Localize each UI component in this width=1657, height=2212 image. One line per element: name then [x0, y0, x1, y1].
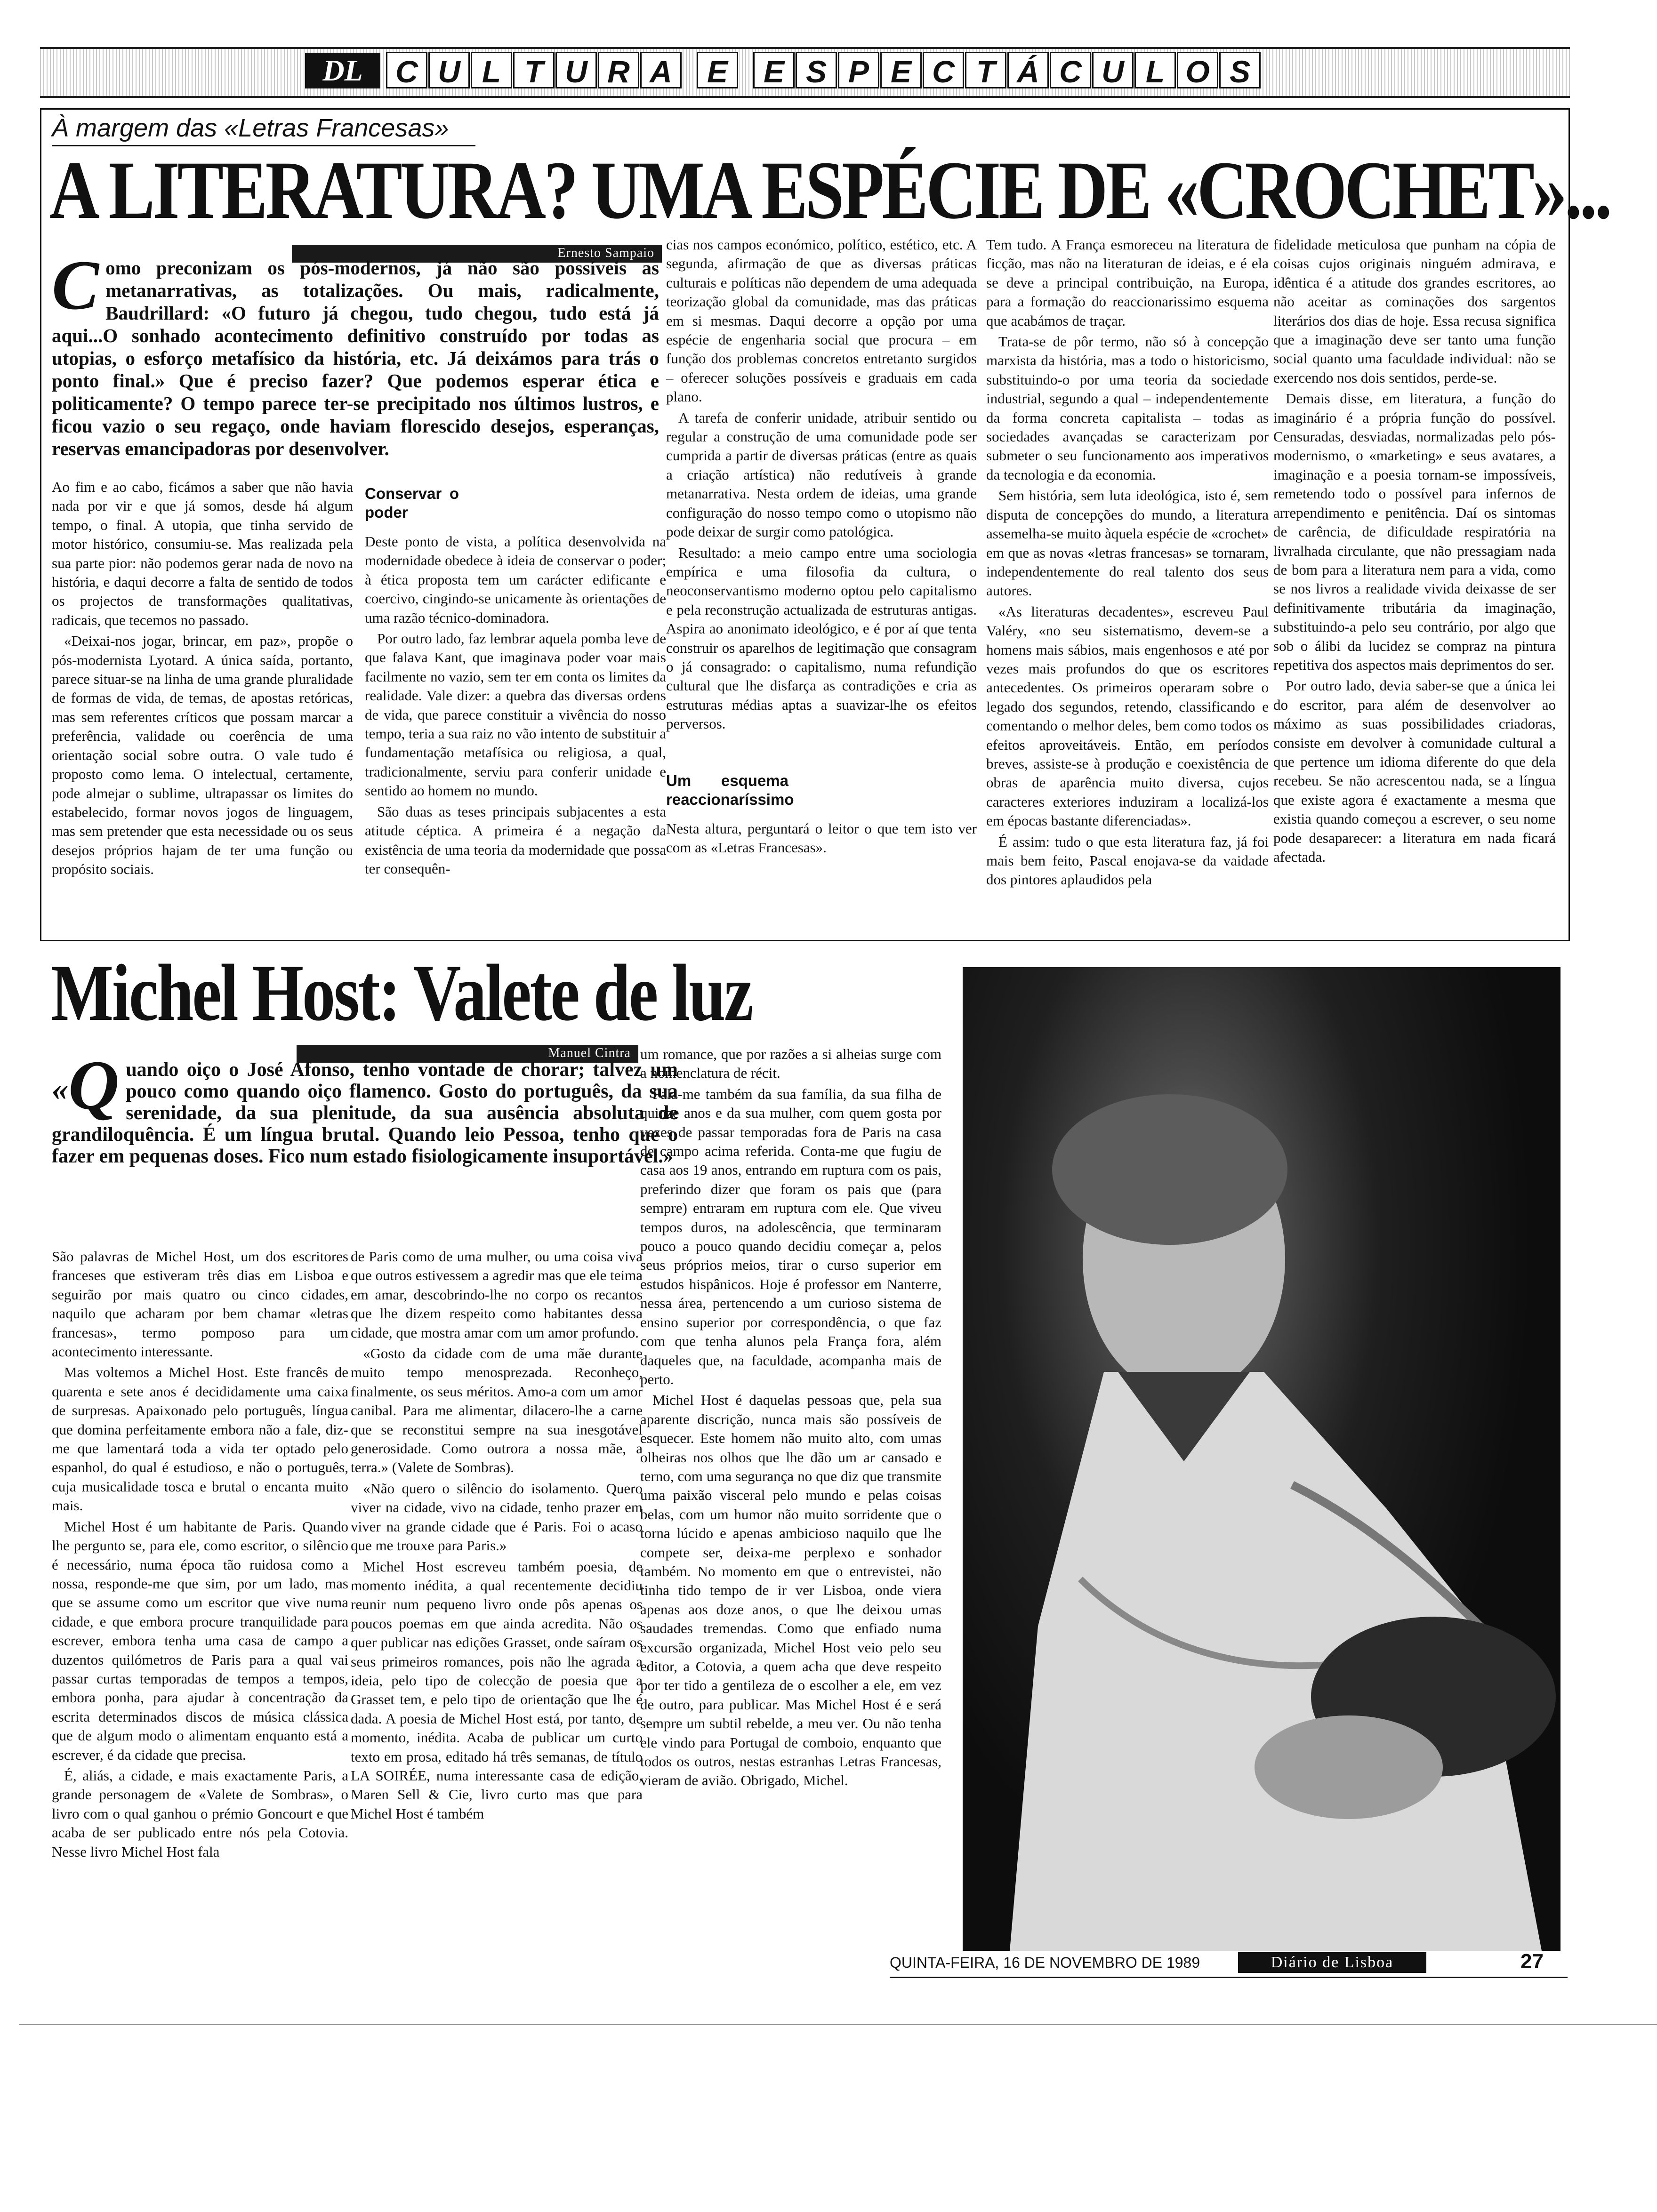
- paragraph: «Gosto da cidade com de uma mãe durante muito tempo menosprezada. Reconheço, finalmente, os seus méritos. Amo-a com um amor canibal. Para me alimentar, dilacero-lhe a carne que se reconstitui sempre na sua inesgotável generosidade. Como outrora a nossa mãe, a terra.» (Valete de Sombras).: [351, 1345, 643, 1476]
- byline-ernesto-sampaio: Ernesto Sampaio: [292, 245, 662, 263]
- subhead-conservar-o-poder: Conservar o poder: [365, 485, 459, 521]
- masthead-logo: DL: [305, 53, 380, 88]
- byline-manuel-cintra: Manuel Cintra: [297, 1045, 638, 1063]
- article-1-kicker: À margem das «Letras Francesas»: [52, 114, 449, 142]
- paragraph: fidelidade meticulosa que punham na cópia de coisas cujos originais ninguém admirava, e idêntica é a atitude dos grandes escritores, ao não aceitar as cominações dos sargentos literários dos dias de hoje. Essa recusa significa que a imaginação deve ser tanto uma função social quanto uma faculdade individual: não se exercendo nos dois sentidos, perde-se.: [1273, 236, 1556, 386]
- section-gap: [683, 52, 697, 88]
- paragraph: um romance, que por razões a si alheias surge com a nomenclatura de récit.: [640, 1046, 941, 1082]
- footer-rule-thin: [19, 2024, 1657, 2025]
- page-number: 27: [1520, 1950, 1544, 1973]
- paragraph: São duas as teses principais subjacentes a esta atitude céptica. A primeira é a negação da existência de uma teoria da modernidade que possa ter consequên-: [365, 803, 666, 877]
- portrait-silhouette: [963, 967, 1560, 1951]
- section-letter: U: [1092, 52, 1134, 88]
- lead-text: omo preconizam os pós-modernos, já não são possíveis as metanarrativas, as totalizações. Ou mais, radicalmente, Baudrillard: «O futuro já chegou, tudo chegou, tudo está já aqui...O sonhado acontecimento definitivo construído por todas as utopias, o esforço metafísico da história, etc. Já deixámos para trás o ponto final.» Que é preciso fazer? Que podemos esperar ética e politicamente? O tempo parece ter-se precipitado nos últimos lustros, e ficou vazio o seu regaço, onde haviam florescido desejos, esperanças, reservas emancipadoras por desenvolver.: [52, 257, 659, 459]
- section-letter: O: [1177, 52, 1218, 88]
- section-title: [386, 52, 1262, 89]
- article-1-column-3: [666, 235, 977, 859]
- paragraph: É assim: tudo o que esta literatura faz, já foi mais bem feito, Pascal enojava-se da vaidade dos pintores aplaudidos pela: [986, 833, 1269, 888]
- article-1-column-5: [1273, 235, 1556, 868]
- dropcap-c: C: [52, 246, 99, 324]
- section-letter: R: [598, 52, 639, 88]
- section-letter: C: [923, 52, 964, 88]
- section-letter: S: [796, 52, 837, 88]
- paragraph: Trata-se de pôr termo, não só à concepção marxista da história, mas a todo o historicismo, substituindo-o por uma teoria da sociedade industrial, segundo a qual – independentemente da forma concreta capitalista – todas as sociedades avançadas se caracterizam por submeter o seu funcionamento aos imperativos da tecnologia e da economia.: [986, 333, 1269, 483]
- michel-host-photo: [963, 967, 1560, 1951]
- section-letter: C: [1050, 52, 1091, 88]
- section-letter: S: [1219, 52, 1261, 88]
- paragraph: Michel Host escreveu também poesia, de momento inédita, a qual recentemente decidiu reunir num pequeno livro onde pôs apenas os poucos poemas em que ainda acredita. Não os quer publicar nas edições Grasset, onde saíram os seus primeiros romances, pois não lhe agrada a ideia, pelo tipo de colecção de poesia que a Grasset tem, e pelo tipo de orientação que lhe é dada. A poesia de Michel Host está, por tanto, de momento, inédita. Acaba de publicar um curto texto em prosa, editado há três semanas, de título LA SOIRÉE, numa interessante casa de edição, Maren Sell & Cie, livro curto mas que para Michel Host é também: [351, 1558, 643, 1822]
- paragraph: Sem história, sem luta ideológica, isto é, sem disputa de concepções do mundo, a literatura assemelha-se muito àquela espécie de «crochet» em que as novas «letras francesas» se tornaram, independentemente do real talento dos seus autores.: [986, 487, 1269, 599]
- section-letter: L: [1134, 52, 1176, 88]
- dropcap-q: Q: [68, 1046, 120, 1124]
- paragraph: «Não quero o silêncio do isolamento. Quero viver na cidade, vivo na cidade, tenho prazer em viver na grande cidade que é Paris. Foi o acaso que me trouxe para Paris.»: [351, 1480, 643, 1554]
- paragraph: A tarefa de conferir unidade, atribuir sentido ou regular a construção de uma comunidade pode ser cumprida a partir de diversas práticas (entre as quais a criação artística) não redutíveis à grande metanarrativa. Nesta ordem de ideias, uma grande configuração do nosso tempo como o utopismo não pode deixar de surgir como patológica.: [666, 409, 977, 540]
- paragraph: Por outro lado, devia saber-se que a única lei do escritor, para além de desenvolver ao máximo as suas possibilidades criadoras, consiste em devolver à comunidade cultural a que pertence um idioma diferente do que dela recebeu. Se não acrescentou nada, se a língua que existe agora é exactamente a mesma que existia quando começou a escrever, o seu nome pode desaparecer: a literatura em nada ficará afectada.: [1273, 677, 1556, 865]
- section-letter: U: [555, 52, 597, 88]
- article-2-column-1: [52, 1247, 348, 1863]
- section-letter: T: [513, 52, 555, 88]
- paragraph: Deste ponto de vista, a política desenvolvida na modernidade obedece à ideia de conservar o poder; à ética proposta tem um carácter edificante e coercivo, cingindo-se unicamente às orientações de uma razão técnico-dominadora.: [365, 533, 666, 626]
- section-letter: E: [697, 52, 738, 88]
- paragraph: Fala-me também da sua família, da sua filha de quinze anos e da sua mulher, com quem gosta por vezes de passar temporadas fora de Paris na casa de campo acima referida. Conta-me que fugiu de casa aos 19 anos, entrando em ruptura com os pais, preferindo dizer que foram os pais que (para sempre) entraram em ruptura com ele. Que viveu tempos duros, na adolescência, que terminaram pouco a pouco quando decidiu começar a, pelos seus próprios meios, tirar o curso superior em estudos hispânicos. Hoje é professor em Nanterre, nessa área, pertencendo a um curioso sistema de ensino superior por correspondência, o que faz com que tenha alunos pela França fora, além daqueles que, na faculdade, acompanha mais de perto.: [640, 1085, 941, 1387]
- footer-rule: [890, 1977, 1568, 1978]
- article-1-column-2: [365, 478, 666, 880]
- lead-text-2: uando oiço o José Afonso, tenho vontade de chorar; talvez um pouco como quando oiço flamenco. Gosto do português, da sua serenidade, da sua plenitude, da sua ausência absoluta de grandiloquência. É um língua brutal. Quando leio Pessoa, tenho que o fazer em pequenas doses. Fico num estado fisiologicamente insuportável.»: [52, 1059, 678, 1167]
- paragraph: Michel Host é daquelas pessoas que, pela sua aparente discrição, nunca mais são possíveis de esquecer. Este homem não muito alto, com umas olheiras nos olhos que lhe dão um ar cansado e terno, com uma segurança no que diz que transmite uma paixão visceral pelo mundo e pelas coisas belas, com um humor não muito sorridente que o torna lúcido e apenas ambicioso naquilo que lhe compete ser, deixa-me perplexo e sonhador também. No momento em que o entrevistei, não tinha tido tempo de ir ver Lisboa, onde viera apenas aos doze anos, o que lhe deixou umas saudades tremendas. Como que enfiado numa excursão organizada, Michel Host veio pelo seu editor, a Cotovia, a quem acha que deve respeito por ter tido a gentileza de o escolher a ele, em vez de outro, para publicar. Mas Michel Host é e será sempre um subtil rebelde, a meu ver. Ou não tenha ele vindo para Portugal de comboio, enquanto que todos os outros, nestas estranhas Letras Francesas, vieram de avião. Obrigado, Michel.: [640, 1392, 941, 1789]
- paragraph: «Deixai-nos jogar, brincar, em paz», propõe o pós-modernista Lyotard. A única saída, portanto, parece situar-se na linha de uma grande pluralidade de formas de vida, de temas, de apostas retóricas, mas sem referentes críticos que possam marcar a preferência, validade ou coerência de uma orientação social sobre outra. O vale tudo é proposto como lema. O intelectual, certamente, pode almejar o sublime, ultrapassar os limites do estabelecido, formar novos jogos de linguagem, mas sem pretender que esta necessidade ou os seus desejos próprios hajam de ter uma função ou propósito sociais.: [52, 633, 353, 878]
- section-letter: U: [428, 52, 470, 88]
- section-letter: T: [965, 52, 1006, 88]
- paragraph: Mas voltemos a Michel Host. Este francês de quarenta e sete anos é decididamente uma caixa de surpresas. Apaixonado pelo português, língua que domina perfeitamente embora não a fale, diz-me que lamentará toda a vida ter optado pelo espanhol, do qual é estudioso, e não o português, cuja musicalidade tosca e brutal o encanta muito mais.: [52, 1364, 348, 1514]
- paragraph: Resultado: a meio campo entre uma sociologia empírica e uma filosofia da cultura, o neoconservantismo moderno optou pelo capitalismo e pela reconstrução actualizada de estruturas antigas. Aspira ao anonimato ideológico, e é por aí que tenta construir os aparelhos de legitimação que consagram o já consagrado: o capitalismo, numa refundição cultural que lhe disfarça as contradições e cria as estruturas médias aptas a suavizar-lhe os efeitos perversos.: [666, 544, 977, 732]
- section-letter: A: [640, 52, 682, 88]
- paragraph: Tem tudo. A França esmoreceu na literatura de ficção, mas não na literaturan de ideias, e é ela se deve a principal contribuição, na Europa, para a formação do reaccionarissimo esquema que acabámos de traçar.: [986, 236, 1269, 329]
- footer-masthead: Diário de Lisboa: [1238, 1952, 1426, 1973]
- article-2-column-3: [640, 1045, 941, 1792]
- paragraph: Demais disse, em literatura, a função do imaginário é a própria função do possível. Censuradas, desviadas, normalizadas pelo pós-modernismo, o «marketing» e seus avatares, a imaginação e a poesia tornam-se impossíveis, remetendo todo o possível para infernos de arrependimento e penitência. Daí os sintomas de carência, de dificuldade respiratória na livralhada circulante, que não pressagiam nada de bom para a literatura nem para a vida, como se nos livros a realidade vivida deixasse de ser definitivamente tributária da imaginação, substituindo-a pelo seu contrário, por algo que sob o álibi da lucidez se compraz na pintura repetitiva dos aspectos mais deprimentos do ser.: [1273, 390, 1556, 673]
- subhead-um-esquema-reaccionarissimo: Um esquema reaccionaríssimo: [666, 771, 794, 808]
- paragraph: Por outro lado, faz lembrar aquela pomba leve de que falava Kant, que imaginava poder voar mais facilmente no vazio, sem ter em conta os limites da realidade. Vale dizer: a quebra das diversas ordens de vida, que parece constituir a vivência do nosso tempo, teria a sua raiz no vão intento de substituir a fundamentação metafísica ou religiosa, a qual, tradicionalmente, serviu para conferir unidade e sentido ao homem no mundo.: [365, 630, 666, 799]
- section-letter: C: [386, 52, 427, 88]
- paragraph: Ao fim e ao cabo, ficámos a saber que não havia nada por vir e que já somos, desde há algum tempo, o final. A utopia, que tinha servido de motor histórico, consumiu-se. Mas realizada pela sua parte pior: não podemos gerar nada de novo na história, e daqui decorre a falta de sentido de todos os projectos de transformações qualitativas, radicais, que tecemos no passado.: [52, 479, 353, 628]
- footer-date: QUINTA-FEIRA, 16 DE NOVEMBRO DE 1989: [890, 1954, 1200, 1971]
- paragraph: São palavras de Michel Host, um dos escritores franceses que estiveram três dias em Lisboa e seguirão por mais quatro ou cinco cidades, naquilo que acharam por bem chamar «letras francesas», termo pomposo para um acontecimento interessante.: [52, 1248, 348, 1360]
- article-2-headline: Michel Host: Valete de luz: [51, 948, 752, 1038]
- section-letter: E: [880, 52, 922, 88]
- paragraph: Nesta altura, perguntará o leitor o que tem isto ver com as «Letras Francesas».: [666, 820, 977, 856]
- paragraph: É, aliás, a cidade, e mais exactamente Paris, a grande personagem de «Valete de Sombras», o livro com o qual ganhou o prémio Goncourt e que acaba de ser publicado entre nós pela Cotovia. Nesse livro Michel Host fala: [52, 1767, 348, 1860]
- article-1-headline: A LITERATURA? UMA ESPÉCIE DE «CROCHET»...: [49, 144, 1610, 236]
- section-letter: E: [753, 52, 795, 88]
- section-gap: [739, 52, 753, 88]
- paragraph: de Paris como de uma mulher, ou uma coisa viva que outros estivessem a agredir mas que ele teima em amar, descobrindo-lhe no corpo os recantos que lhe dizem respeito como habitantes dessa cidade, que mostra amar com um amor profundo.: [351, 1248, 643, 1341]
- paragraph: «As literaturas decadentes», escreveu Paul Valéry, «no seu sistematismo, devem-se a homens mais sábios, mais engenhosos e até por vezes mais profundos do que os escritores antecedentes. Os primeiros operaram sobre o legado dos segundos, retendo, classificando e comentando o melhor deles, bem como todos os efeitos aproveitáveis. Então, em períodos breves, assiste-se à produção e coexistência de obras de aparência muito diversa, cujos caracteres exteriores induziram a localizá-los em épocas bastante diferenciadas».: [986, 603, 1269, 829]
- paragraph: cias nos campos económico, político, estético, etc. A segunda, afirmação de que as diversas práticas culturais e políticas não dependem de uma adequada teorização global da comunidade, mas das práticas em si mesmas. Daqui decorre a opção por uma espécie de engenharia social que procura – em função dos problemas concretos entretanto surgidos – oferecer soluções possíveis e graduais em cada plano.: [666, 236, 977, 405]
- section-letter: P: [838, 52, 879, 88]
- paragraph: Michel Host é um habitante de Paris. Quando lhe pergunto se, para ele, como escritor, o silêncio é necessário, numa época tão ruidosa como a nossa, responde-me que sim, por um lado, mas que se assume como um escritor que vive numa cidade, e que embora procure tranquilidade para escrever, embora tenha uma casa de campo a duzentos quilómetros de Paris para a qual vai passar curtas temporadas de tempos a tempos, embora ponha, para ajudar à concentração da escrita determinados discos de música clássica que de algum modo o alimentam enquanto está a escrever, é da cidade que precisa.: [52, 1518, 348, 1763]
- lead-open-quote: «: [52, 1071, 68, 1107]
- article-1-column-1: [52, 478, 353, 881]
- section-letter: Á: [1007, 52, 1049, 88]
- article-2-column-2: [351, 1247, 643, 1825]
- article-1-column-4: [986, 235, 1269, 891]
- section-letter: L: [471, 52, 512, 88]
